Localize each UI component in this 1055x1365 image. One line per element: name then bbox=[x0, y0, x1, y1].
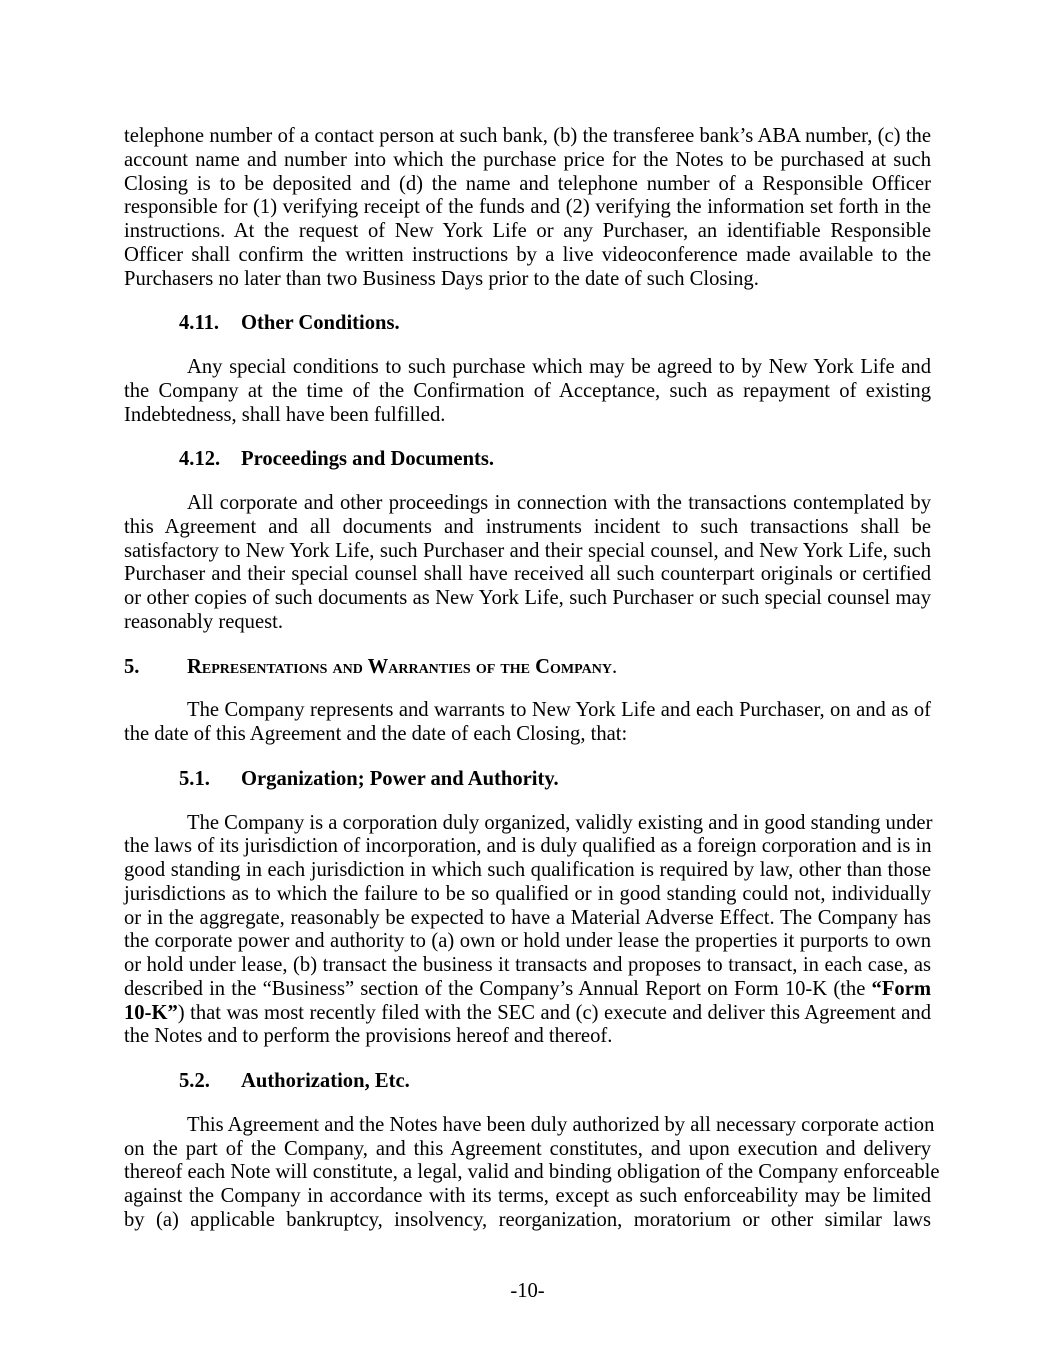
text-line: the laws of its jurisdiction of incorporation, and is duly qualified as a foreign corporation and is in bbox=[124, 835, 932, 858]
text-line: Any special conditions to such purchase which may be agreed to by New York Life and bbox=[187, 356, 931, 378]
text-line: Closing is to be deposited and (d) the name and telephone number of a Responsible Officer bbox=[124, 172, 931, 195]
text-line: thereof each Note will constitute, a legal, valid and binding obligation of the Company enforceable bbox=[124, 1161, 940, 1184]
text-line: responsible for (1) verifying receipt of the funds and (2) verifying the information set forth in the bbox=[124, 196, 931, 219]
text-line: This Agreement and the Notes have been duly authorized by all necessary corporate action bbox=[187, 1113, 935, 1136]
section-title: Representations and Warranties of the Company bbox=[187, 655, 612, 678]
text-line bbox=[124, 978, 931, 1002]
section-number: 5. bbox=[124, 655, 140, 678]
defined-term: 10-K” bbox=[124, 1001, 178, 1024]
section-title: Proceedings and Documents. bbox=[241, 448, 495, 471]
section-heading-4-12 bbox=[124, 448, 931, 472]
text-line: account name and number into which the purchase price for the Notes to be purchased at such bbox=[124, 148, 931, 171]
section-number: 5.2. bbox=[179, 1070, 210, 1092]
text-line: The Company represents and warrants to New York Life and each Purchaser, on and as of bbox=[187, 699, 931, 722]
section-number: 4.12. bbox=[179, 448, 221, 471]
defined-term: “Form bbox=[871, 977, 931, 1000]
section-heading-5-1 bbox=[124, 768, 931, 792]
section-heading-5-2 bbox=[124, 1070, 931, 1094]
document-body bbox=[124, 125, 940, 1233]
text-line: on the part of the Company, and this Agreement constitutes, and upon execution and delivery bbox=[124, 1137, 931, 1160]
section-number: 5.1. bbox=[179, 767, 210, 790]
paragraph bbox=[124, 1113, 940, 1233]
text-line: this Agreement and all documents and instruments incident to such transactions shall be bbox=[124, 515, 931, 538]
text-line: All corporate and other proceedings in connection with the transactions contemplated by bbox=[187, 492, 931, 514]
text-line: the date of this Agreement and the date of each Closing, that: bbox=[124, 723, 628, 745]
paragraph bbox=[124, 125, 931, 291]
text-line: the Notes and to perform the provisions hereof and thereof. bbox=[124, 1025, 613, 1048]
text-line: or in the aggregate, reasonably be expected to have a Material Adverse Effect. The Company has bbox=[124, 906, 931, 929]
text-line: Purchasers no later than two Business Days prior to the date of such Closing. bbox=[124, 267, 759, 290]
section-heading-5 bbox=[124, 656, 931, 680]
text-segment: ) that was most recently filed with the SEC and (c) execute and deliver this Agreement and bbox=[177, 1001, 931, 1024]
paragraph bbox=[124, 812, 931, 1050]
section-title: Organization; Power and Authority. bbox=[241, 767, 559, 790]
text-line: The Company is a corporation duly organized, validly existing and in good standing under bbox=[187, 811, 933, 834]
text-line: the corporate power and authority to (a) own or hold under lease the properties it purports to own bbox=[124, 930, 931, 953]
text-line: telephone number of a contact person at such bank, (b) the transferee bank’s ABA number, (c) the bbox=[124, 125, 931, 147]
text-line: satisfactory to New York Life, such Purchaser and their special counsel, and New York Life, such bbox=[124, 539, 931, 562]
text-line: Indebtedness, shall have been fulfilled. bbox=[124, 403, 446, 426]
section-number: 4.11. bbox=[179, 312, 220, 335]
page-number: -10- bbox=[510, 1280, 545, 1302]
paragraph bbox=[124, 699, 931, 747]
text-line: against the Company in accordance with its terms, except as such enforceability may be limited bbox=[124, 1185, 931, 1207]
text-line: good standing in each jurisdiction in which such qualification is required by law, other than those bbox=[124, 859, 931, 881]
paragraph bbox=[124, 356, 931, 427]
text-line bbox=[124, 1002, 931, 1026]
text-line: Purchaser and their special counsel shall have received all such counterpart originals or certified bbox=[124, 563, 931, 586]
text-segment: described in the “Business” section of the Company’s Annual Report on Form 10-K (the bbox=[124, 977, 872, 1000]
text-line: or other copies of such documents as New York Life, such Purchaser or such special counsel may bbox=[124, 587, 931, 609]
section-title-period: . bbox=[611, 655, 618, 678]
text-line: by (a) applicable bankruptcy, insolvency, reorganization, moratorium or other similar laws bbox=[124, 1208, 931, 1231]
text-line: or hold under lease, (b) transact the business it transacts and proposes to transact, in each case, as bbox=[124, 954, 931, 976]
section-title: Authorization, Etc. bbox=[241, 1070, 410, 1092]
text-line: jurisdictions as to which the failure to be so qualified or in good standing could not, individually bbox=[124, 882, 931, 905]
text-line: the Company at the time of the Confirmation of Acceptance, such as repayment of existing bbox=[124, 379, 931, 402]
paragraph bbox=[124, 492, 931, 635]
text-line: reasonably request. bbox=[124, 610, 283, 633]
section-title: Other Conditions. bbox=[241, 312, 400, 335]
text-line: instructions. At the request of New York Life or any Purchaser, an identifiable Responsible bbox=[124, 220, 931, 242]
section-heading-4-11 bbox=[124, 312, 931, 336]
text-line: Officer shall confirm the written instructions by a live videoconference made available to the bbox=[124, 243, 931, 266]
